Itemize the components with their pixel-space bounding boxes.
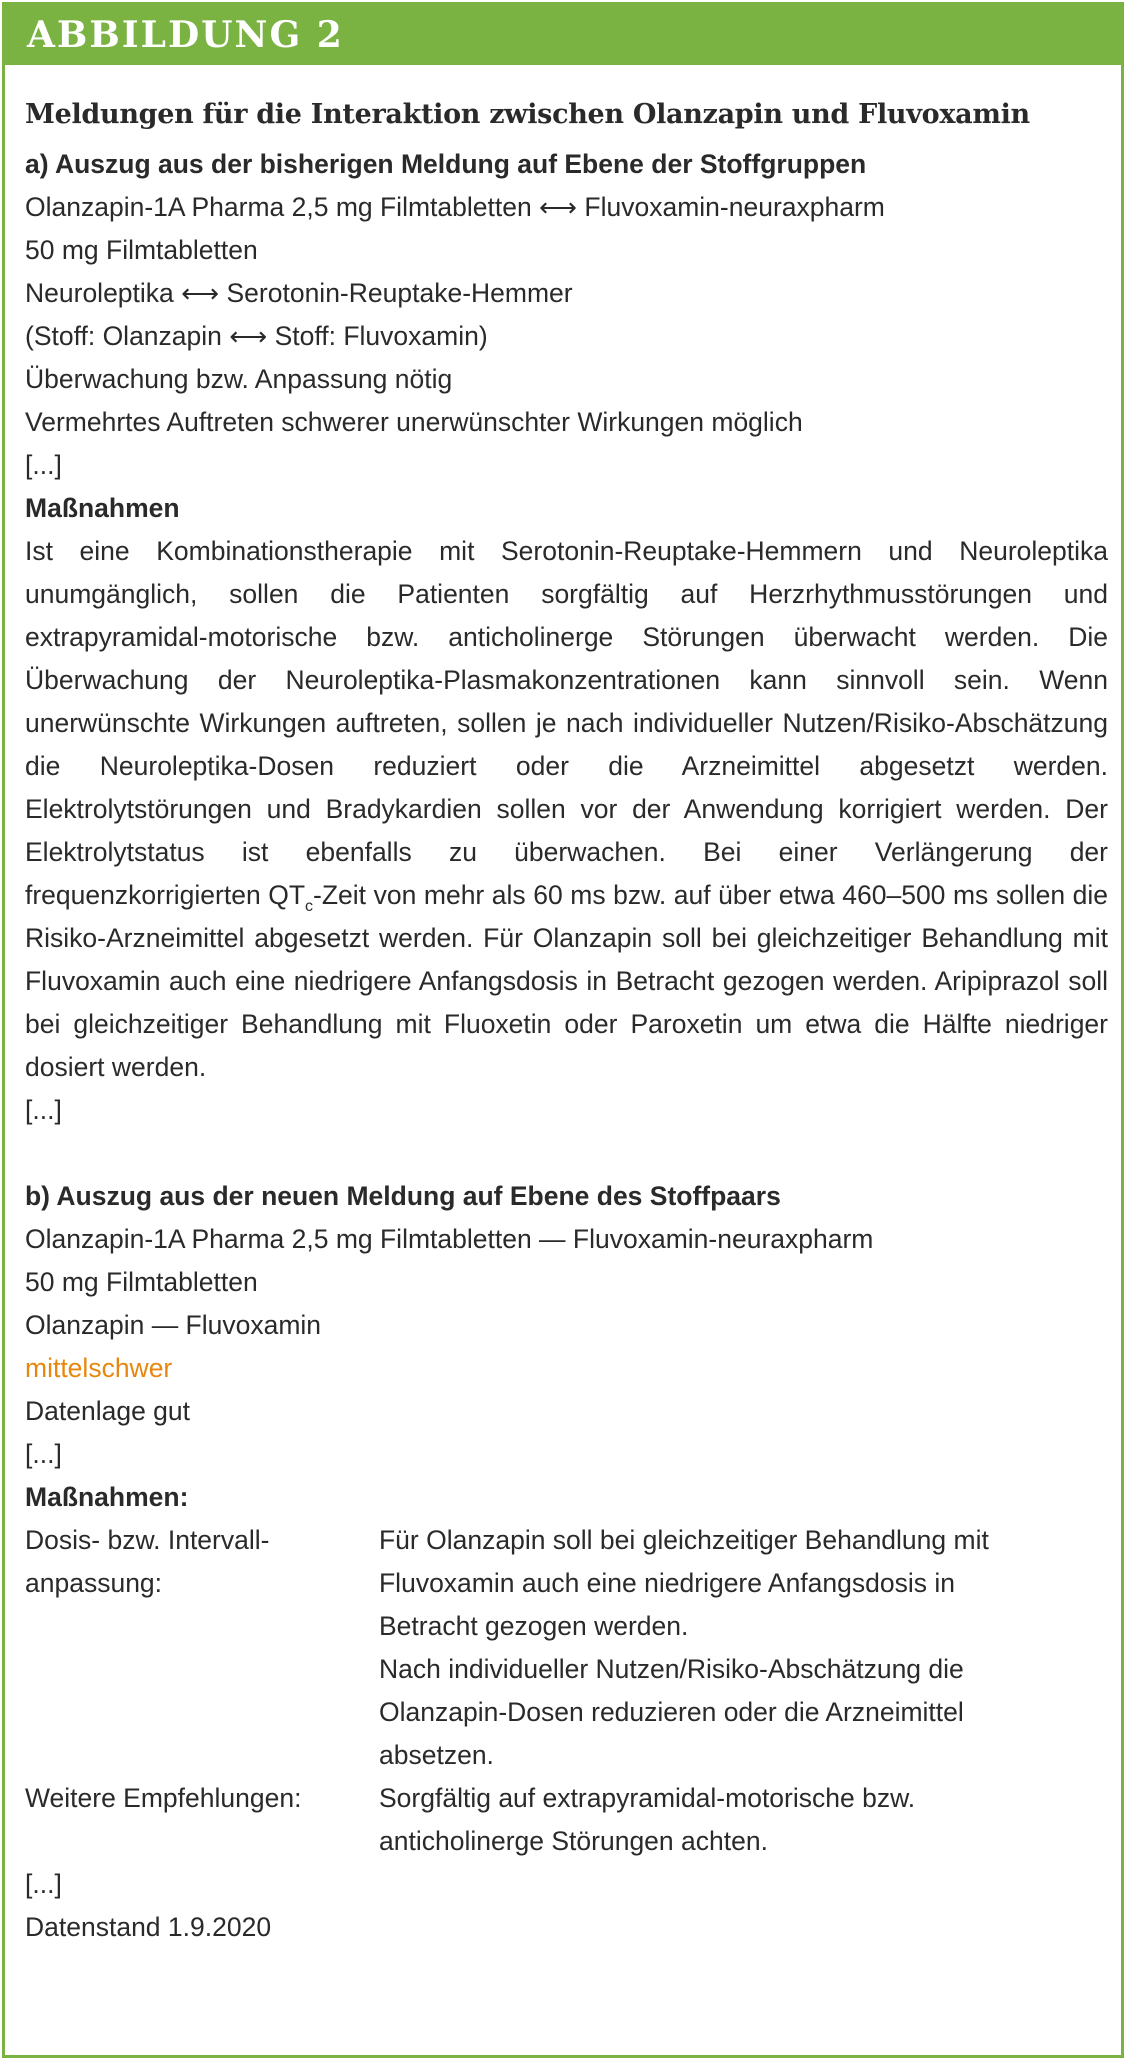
measure-value-line: Nach individueller Nutzen/Risiko-Abschätzung die	[379, 1654, 964, 1684]
measure-value-line: Sorgfältig auf extrapyramidal-motorische bzw.	[379, 1783, 916, 1813]
measure-value-line: Für Olanzapin soll bei gleichzeitiger Behandlung mit	[379, 1525, 989, 1555]
measure-value-line: anticholinerge Störungen achten.	[379, 1826, 768, 1856]
measure-value	[379, 1777, 1108, 1863]
data-status-footer: Datenstand 1.9.2020	[25, 1912, 272, 1942]
measure-label-line: Weitere Empfehlungen:	[25, 1783, 302, 1813]
figure-content	[25, 87, 1108, 1949]
section-b-ellipsis: [...]	[25, 1439, 62, 1469]
section-a-heading: a) Auszug aus der bisherigen Meldung auf Ebene der Stoffgruppen	[25, 149, 867, 179]
figure-header-bar	[5, 5, 1121, 65]
section-spacer	[25, 1132, 1108, 1175]
section-b-ellipsis-end: [...]	[25, 1869, 62, 1899]
section-b-line: Olanzapin-1A Pharma 2,5 mg Filmtabletten — Fluvoxamin-neuraxpharm	[25, 1224, 874, 1254]
measure-label	[25, 1777, 379, 1863]
measure-value-line: Olanzapin-Dosen reduzieren oder die Arzneimittel	[379, 1697, 964, 1727]
section-a-ellipsis: [...]	[25, 450, 62, 480]
section-a-measures-text	[25, 530, 1108, 1089]
figure-title: Meldungen für die Interaktion zwischen Olanzapin und Fluvoxamin	[25, 99, 1030, 130]
qt-subscript: c	[305, 898, 314, 915]
severity-label: mittelschwer	[25, 1353, 173, 1383]
section-a-line: 50 mg Filmtabletten	[25, 235, 258, 265]
section-a-line: Neuroleptika ⟷ Serotonin-Reuptake-Hemmer	[25, 278, 573, 308]
section-a-measures-heading: Maßnahmen	[25, 493, 180, 523]
measure-label-line: anpassung:	[25, 1568, 163, 1598]
measures-text-part-1: Ist eine Kombinationstherapie mit Serotonin-Reuptake-Hemmern und Neuroleptika unumgänglich, sollen die Patienten sorgfältig auf Herzrhythmusstörungen und extrapyramidal-motorische bzw. anticholinerge Störungen überwacht werden. Die Überwachung der Neuroleptika-Plasmakonzentrationen kann sinnvoll sein. Wenn unerwünschte Wirkungen auftreten, sollen je nach individueller Nutzen/Risiko-Abschätzung die Neuroleptika-Dosen reduziert oder die Arzneimittel abgesetzt werden. Elektrolytstörungen und Bradykardien sollen vor der Anwendung korrigiert werden. Der Elektrolytstatus ist ebenfalls zu überwachen. Bei einer Verlängerung der frequenzkorrigierten QT	[25, 536, 1108, 910]
data-quality-label: Datenlage gut	[25, 1396, 191, 1426]
section-a-ellipsis-end: [...]	[25, 1095, 62, 1125]
measure-value	[379, 1519, 1108, 1777]
section-a-line: Olanzapin-1A Pharma 2,5 mg Filmtabletten ⟷ Fluvoxamin-neuraxpharm	[25, 192, 885, 222]
measure-row-further	[25, 1777, 1108, 1863]
section-b-heading: b) Auszug aus der neuen Meldung auf Ebene des Stoffpaars	[25, 1181, 781, 1211]
measure-value-line: Betracht gezogen werden.	[379, 1611, 689, 1641]
section-b-line: Olanzapin — Fluvoxamin	[25, 1310, 322, 1340]
section-b-line: 50 mg Filmtabletten	[25, 1267, 258, 1297]
measure-value-line: absetzen.	[379, 1740, 494, 1770]
section-a-line: Vermehrtes Auftreten schwerer unerwünschter Wirkungen möglich	[25, 407, 803, 437]
measures-text-part-2: -Zeit von mehr als 60 ms bzw. auf über etwa 460–500 ms sollen die Risiko-Arzneimittel abgesetzt werden. Für Olanzapin soll bei gleichzeitiger Behandlung mit Fluvoxamin auch eine niedrigere Anfangsdosis in Betracht gezogen werden. Aripiprazol soll bei gleichzeitiger Behandlung mit Fluoxetin oder Paroxetin um etwa die Hälfte niedriger dosiert werden.	[25, 880, 1109, 1082]
measure-label-line: Dosis- bzw. Intervall-	[25, 1525, 270, 1555]
measure-value-line: Fluvoxamin auch eine niedrigere Anfangsdosis in	[379, 1568, 955, 1598]
measure-row-dose	[25, 1519, 1108, 1777]
section-a-line: (Stoff: Olanzapin ⟷ Stoff: Fluvoxamin)	[25, 321, 488, 351]
section-b-measures-heading: Maßnahmen:	[25, 1482, 189, 1512]
figure-box	[2, 2, 1124, 2058]
section-a-line: Überwachung bzw. Anpassung nötig	[25, 364, 453, 394]
measure-label	[25, 1519, 379, 1777]
figure-label: ABBILDUNG 2	[27, 14, 344, 56]
